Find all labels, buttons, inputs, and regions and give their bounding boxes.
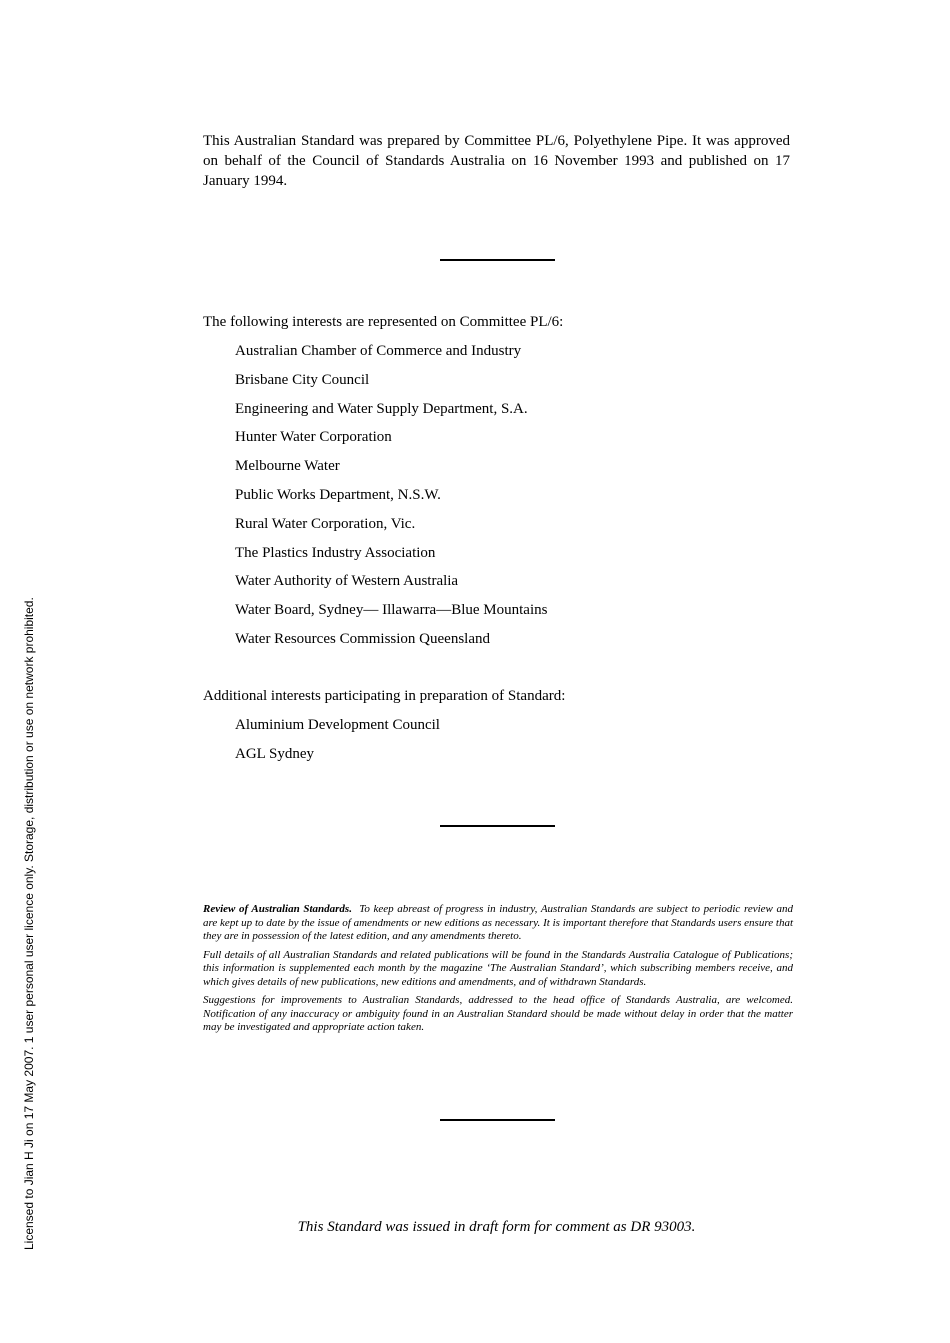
list-item: Rural Water Corporation, Vic. <box>235 515 416 532</box>
review-notice <box>203 903 793 1040</box>
list-item: Hunter Water Corporation <box>235 429 392 446</box>
additional-member-list <box>235 715 440 773</box>
list-item: The Plastics Industry Association <box>235 544 436 561</box>
list-item: AGL Sydney <box>235 745 315 762</box>
list-item: Water Authority of Western Australia <box>235 573 459 590</box>
list-item: Engineering and Water Supply Department, S.A. <box>235 400 528 417</box>
list-item: Australian Chamber of Commerce and Industry <box>235 343 522 359</box>
committee-member-list <box>235 341 547 658</box>
divider-rule <box>440 259 555 261</box>
review-title: Review of Australian Standards. <box>203 903 352 915</box>
review-paragraph: Suggestions for improvements to Australian Standards, addressed to the head office of Standards Australia, are welcomed. Notification of any inaccuracy or ambiguity found in an Australian Standard should be made without delay in order that the matter may be investigated and appropriate action taken. <box>203 994 793 1033</box>
list-item: Aluminium Development Council <box>235 717 440 733</box>
list-item: Water Board, Sydney— Illawarra—Blue Mountains <box>235 602 548 619</box>
list-item: Public Works Department, N.S.W. <box>235 486 441 503</box>
review-paragraph <box>203 903 793 944</box>
committee-heading: The following interests are represented on Committee PL/6: <box>203 314 564 330</box>
list-item: Melbourne Water <box>235 458 340 475</box>
divider-rule <box>440 825 555 827</box>
additional-heading: Additional interests participating in preparation of Standard: <box>203 688 566 704</box>
licence-notice: Licensed to Jian H Ji on 17 May 2007. 1 user personal user licence only. Storage, distribution or use on network prohibited. <box>22 597 36 1250</box>
list-item: Water Resources Commission Queensland <box>235 630 490 647</box>
divider-rule <box>440 1119 555 1121</box>
draft-note: This Standard was issued in draft form for comment as DR 93003. <box>297 1219 696 1235</box>
list-item: Brisbane City Council <box>235 371 370 388</box>
intro-paragraph: This Australian Standard was prepared by Committee PL/6, Polyethylene Pipe. It was approved on behalf of the Council of Standards Australia on 16 November 1993 and published on 17 January 1994. <box>203 133 790 189</box>
review-paragraph: Full details of all Australian Standards and related publications will be found in the Standards Australia Catalogue of Publications; this information is supplemented each month by the magazine ‘The Australian Standard’, which subscribing members receive, and which gives details of new publications, new editions and amendments, and of withdrawn Standards. <box>203 948 793 988</box>
review-text: To keep abreast of progress in industry, Australian Standards are subject to periodic review and are kept up to date by the issue of amendments or new editions as necessary. It is important therefore that Standards users ensure that they are in possession of the latest edition, and any amendments thereto. <box>203 903 793 942</box>
